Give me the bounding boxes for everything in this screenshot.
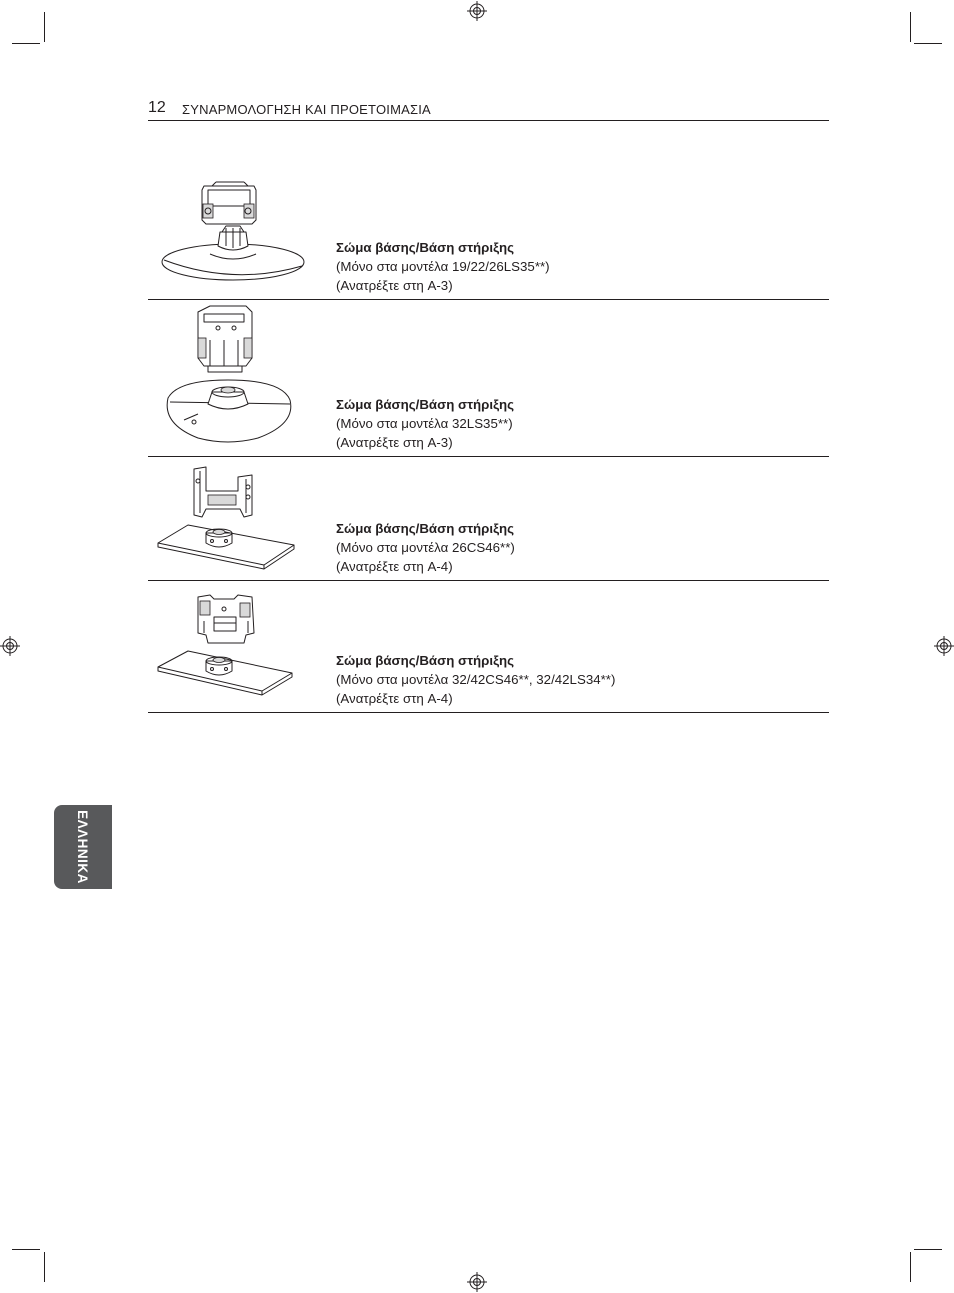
- crop-mark: [44, 12, 45, 42]
- page-header: [148, 98, 829, 121]
- language-tab-label: ΕΛΛΗΝΙΚΑ: [75, 810, 91, 884]
- registration-mark-icon: [0, 636, 20, 656]
- item-models: (Μόνο στα μοντέλα 26CS46**): [336, 540, 515, 555]
- stand-item-row: [148, 581, 829, 713]
- registration-mark-icon: [467, 1, 487, 21]
- item-title: Σώμα βάσης/Βάση στήριξης: [336, 240, 515, 255]
- registration-mark-icon: [934, 636, 954, 656]
- crop-mark: [914, 1249, 942, 1250]
- crop-mark: [914, 43, 942, 44]
- item-title: Σώμα βάσης/Βάση στήριξης: [336, 653, 515, 668]
- section-title: ΣΥΝΑΡΜΟΛΟΓΗΣΗ ΚΑΙ ΠΡΟΕΤΟΙΜΑΣΙΑ: [182, 102, 431, 117]
- item-models: (Μόνο στα μοντέλα 32LS35**): [336, 416, 513, 431]
- language-tab: [54, 805, 112, 889]
- stand-illustration-icon: [148, 300, 318, 455]
- stand-description: [336, 238, 550, 295]
- stand-illustration-icon: [148, 581, 318, 711]
- item-reference: (Ανατρέξτε στη A-4): [336, 559, 453, 574]
- crop-mark: [12, 43, 40, 44]
- item-models: (Μόνο στα μοντέλα 19/22/26LS35**): [336, 259, 550, 274]
- stand-item-row: [148, 457, 829, 581]
- crop-mark: [910, 1252, 911, 1282]
- registration-mark-icon: [467, 1272, 487, 1292]
- page-number: 12: [148, 99, 166, 116]
- crop-mark: [44, 1252, 45, 1282]
- stand-description: [336, 519, 515, 576]
- stand-illustration-icon: [148, 457, 318, 579]
- stand-illustration-icon: [148, 176, 318, 298]
- crop-mark: [910, 12, 911, 42]
- item-models: (Μόνο στα μοντέλα 32/42CS46**, 32/42LS34**): [336, 672, 616, 687]
- stand-item-row: [148, 300, 829, 457]
- item-reference: (Ανατρέξτε στη A-4): [336, 691, 453, 706]
- item-reference: (Ανατρέξτε στη A-3): [336, 278, 453, 293]
- item-title: Σώμα βάσης/Βάση στήριξης: [336, 521, 515, 536]
- item-title: Σώμα βάσης/Βάση στήριξης: [336, 397, 515, 412]
- stand-description: [336, 395, 514, 452]
- item-reference: (Ανατρέξτε στη A-3): [336, 435, 453, 450]
- crop-mark: [12, 1249, 40, 1250]
- stand-description: [336, 651, 615, 708]
- stand-item-row: [148, 176, 829, 300]
